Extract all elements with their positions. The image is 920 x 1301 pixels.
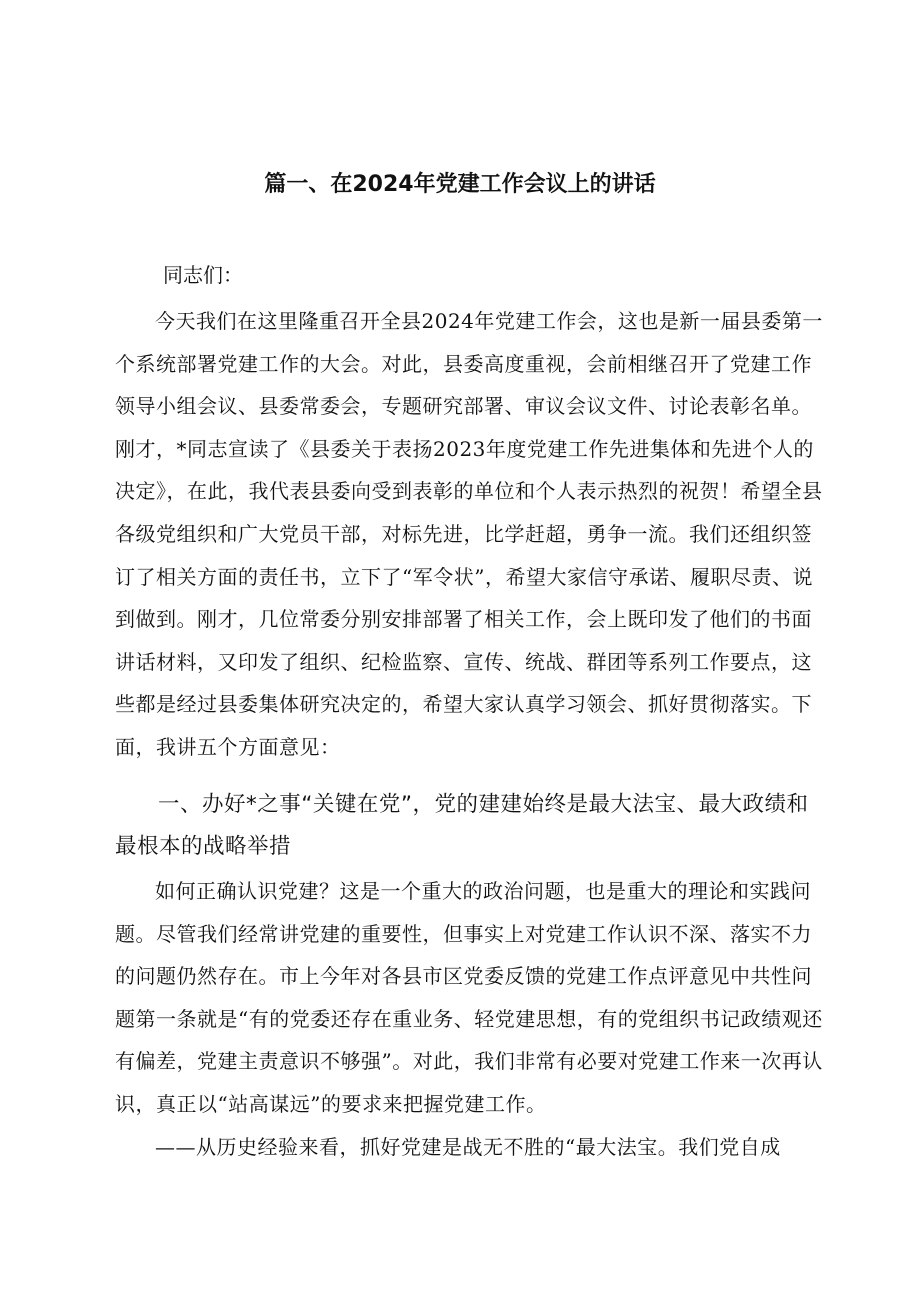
body-block-2 xyxy=(115,870,827,1168)
paragraph-history: ——从历史经验来看，抓好党建是战无不胜的“最大法宝。我们党自成 xyxy=(155,1134,781,1159)
body-block-1 xyxy=(115,300,827,769)
paragraph-opening: 今天我们在这里隆重召开全县2024年党建工作会，这也是新一届县委第一个系统部署党建工作的大会。对此，县委高度重视，会前相继召开了党建工作领导小组会议、县委常委会，专题研究部署、审议会议文件、讨论表彰名单。刚才，*同志宣读了《县委关于表扬2023年度党建工作先进集体和先进个人的决定》，在此，我代表县委向受到表彰的单位和个人表示热烈的祝贺！希望全县各级党组织和广大党员干部，对标先进，比学赶超，勇争一流。我们还组织签订了相关方面的责任书，立下了“军令状”，希望大家信守承诺、履职尽责、说到做到。刚才，几位常委分别安排部署了相关工作，会上既印发了他们的书面讲话材料，又印发了组织、纪检监察、宣传、统战、群团等系列工作要点，这些都是经过县委集体研究决定的，希望大家认真学习领会、抓好贯彻落实。下面，我讲五个方面意见： xyxy=(115,309,823,759)
document-title: 篇一、在2024年党建工作会议上的讲话 xyxy=(264,172,656,197)
salutation: 同志们： xyxy=(163,263,243,287)
paragraph-understanding: 如何正确认识党建？这是一个重大的政治问题，也是重大的理论和实践问题。尽管我们经常讲党建的重要性，但事实上对党建工作认识不深、落实不力的问题仍然存在。市上今年对各县市区党委反馈的党建工作点评意见中共性问题第一条就是“有的党委还存在重业务、轻党建思想，有的党组织书记政绩观还有偏差，党建主责意识不够强”。对此，我们非常有必要对党建工作来一次再认识，真正以“站高谋远”的要求来把握党建工作。 xyxy=(115,879,823,1116)
section-heading-1: 一、办好*之事“关键在党”，党的建建始终是最大法宝、最大政绩和最根本的战略举措 xyxy=(115,792,809,859)
